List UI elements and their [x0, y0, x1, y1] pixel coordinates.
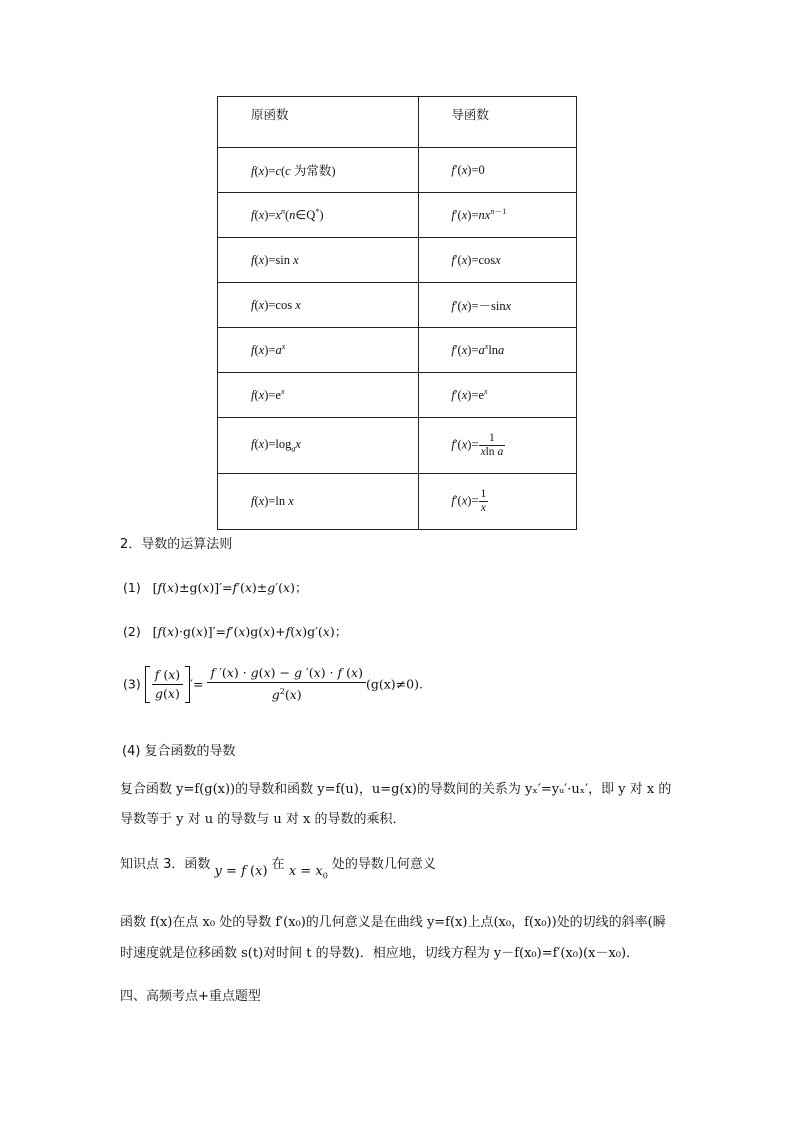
rule-3: (3) $\frac{f (x)}{g(x)}$ ′= $\frac{f '(x) \cdot g(x) - g '(x) \cdot f (x)}{g^2(x)}$ (g(x)≠0).	[123, 665, 423, 703]
table-row	[218, 238, 577, 283]
rule-2: (2) [f(x)·g(x)]′=f′(x)g(x)+f(x)g′(x)；	[123, 624, 348, 639]
inline-formula-y: y = f (x)	[214, 864, 268, 879]
table-row	[218, 474, 577, 530]
knowledge-point-3: 知识点 3．函数 y = f (x) 在 $x = x_0$ 处的导数几何意义	[120, 857, 436, 881]
quotient-bracket: $\frac{f (x)}{g(x)}$	[145, 666, 190, 703]
table-cell-left: $f(x)=x^n(n\in Q^*)$	[218, 193, 419, 238]
composite-paragraph-line-1: 复合函数 y=f(g(x))的导数和函数 y=f(u)，u=g(x)的导数间的关系为 yₓ′=yᵤ′·uₓ′，即 y 对 x 的	[120, 782, 672, 797]
inline-formula-x0: $x = x_0$	[288, 864, 328, 881]
section-title: 2．导数的运算法则	[120, 537, 233, 552]
table-cell-left: f(x)=cos x	[218, 283, 419, 328]
table-cell-left: $f(x)=\log_ax$	[218, 418, 419, 474]
rule-number: (3)	[123, 676, 141, 692]
table-header-row	[218, 97, 577, 148]
fraction: $\frac{1}{\text{xln a}}$	[480, 432, 504, 458]
rule-3-condition: (g(x)≠0).	[365, 676, 423, 692]
table-cell-left: f(x)=c(c 为常数)	[218, 148, 419, 193]
rule-4-title: (4) 复合函数的导数	[122, 744, 236, 759]
table-row	[218, 418, 577, 474]
table-row	[218, 328, 577, 373]
rule-1: (1) [f(x)±g(x)]′=f′(x)±g′(x)；	[123, 580, 308, 595]
table-row	[218, 193, 577, 238]
table-cell-right: f′(x)=cosx	[419, 238, 577, 283]
table-cell-right: f′(x)= $\frac{1}{\text{xln a}}$	[419, 418, 577, 474]
table-row	[218, 148, 577, 193]
table-row	[218, 373, 577, 418]
rule-number: (2)	[123, 624, 141, 639]
geometric-paragraph-line-2: 时速度就是位移函数 s(t)对时间 t 的导数)．相应地，切线方程为 y－f(x₀)=f′(x₀)(x－x₀)．	[120, 946, 640, 961]
table-row	[218, 283, 577, 328]
table-cell-right: $f'(x)=a^x\ln a$	[419, 328, 577, 373]
fraction: $\frac{1}{x}$	[480, 488, 487, 514]
table-cell-right: f′(x)= $\frac{1}{x}$	[419, 474, 577, 530]
table-cell-right: f′(x)=0	[419, 148, 577, 193]
table-cell-left: $f(x)=e^x$	[218, 373, 419, 418]
header-original-function: 原函数	[218, 97, 419, 148]
table-cell-right: f′(x)=－sinx	[419, 283, 577, 328]
derivative-table	[217, 96, 577, 530]
header-derivative: 导函数	[419, 97, 577, 148]
table-cell-left: $f(x)=a^x$	[218, 328, 419, 373]
table-cell-right: $f'(x)=e^x$	[419, 373, 577, 418]
rule-number: (1)	[123, 580, 141, 595]
table-cell-right: $f'(x)=nx^{n-1}$	[419, 193, 577, 238]
composite-paragraph-line-2: 导数等于 y 对 u 的导数与 u 对 x 的导数的乘积．	[120, 812, 406, 827]
table-cell-left: f(x)=sin x	[218, 238, 419, 283]
geometric-paragraph-line-1: 函数 f(x)在点 x₀ 处的导数 f′(x₀)的几何意义是在曲线 y=f(x)上点(x₀，f(x₀))处的切线的斜率(瞬	[120, 915, 666, 930]
quotient-rule-fraction: $\frac{f '(x) \cdot g(x) - g '(x) \cdot f (x)}{g^2(x)}$	[207, 664, 366, 704]
section-4-title: 四、高频考点+重点题型	[120, 989, 261, 1004]
table-cell-left: f(x)=ln x	[218, 474, 419, 530]
